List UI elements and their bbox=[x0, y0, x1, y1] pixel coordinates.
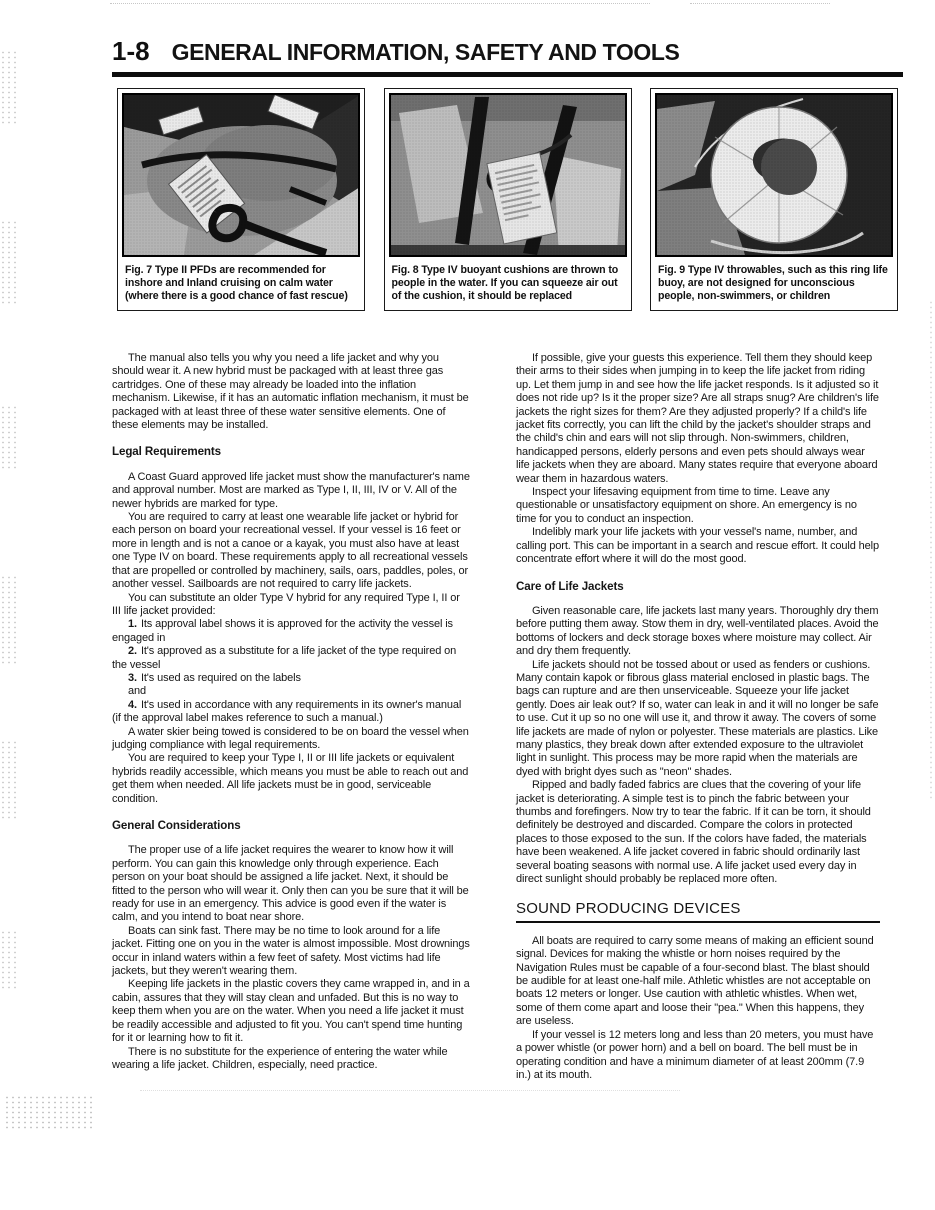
scan-artifact bbox=[0, 740, 20, 820]
list-item bbox=[112, 699, 470, 726]
paragraph: The proper use of a life jacket requires the wearer to know how it will perform. You can gain this knowledge only through experience. Each person on your boat should be assigned a life jacket. Next, it should be fitted to the person who will wear it. Only then can you be sure that it will be ready for use in an emergency. This advice is good even if the water is calm, and you intend to boat near shore. bbox=[112, 844, 469, 924]
paragraph: All boats are required to carry some means of making an efficient sound signal. Devices for making the whistle or horn noises required by the Navigation Rules must be capable of a four-second blast. The blast should be audible for at least one-half mile. Athletic whistles are not acceptable on boats 12 meters or longer. Use caution with athletic whistles. When wet, some of them come apart and loose their "pea." When this happens, they are useless. bbox=[516, 934, 874, 1028]
scan-artifact bbox=[0, 220, 18, 305]
scan-artifact bbox=[110, 3, 650, 4]
page-number: 1-8 bbox=[112, 36, 150, 66]
figure-8-photo bbox=[389, 93, 627, 257]
paragraph: The manual also tells you why you need a life jacket and why you should wear it. A new hybrid must be packaged with at least three gas cartridges. One of these may already be loaded into the inflation mechanism. Likewise, if it has an automatic inflation mechanism, it must be packaged with at least three of these water sensitive elements. One of these elements may be installed. bbox=[112, 352, 469, 432]
body-columns bbox=[112, 352, 880, 1082]
list-item-text: Its approval label shows it is approved for the activity the vessel is engaged in bbox=[112, 618, 453, 644]
page-header bbox=[112, 36, 903, 77]
subheading-care-of-life-jackets: Care of Life Jackets bbox=[516, 579, 624, 593]
list-number: 1. bbox=[128, 618, 137, 631]
paragraph: Boats can sink fast. There may be no time to look around for a life jacket. Fitting one on you in the water is almost impossible. Most drownings occur in inland waters within a few feet of safety. Most victims had life jackets, but they weren't wearing them. bbox=[112, 924, 470, 978]
paragraph: Inspect your lifesaving equipment from time to time. Leave any questionable or unsatisfactory equipment on shore. An emergency is no time for you to conduct an inspection. bbox=[516, 486, 857, 525]
list-item-text: It's used in accordance with any requirements in its owner's manual (if the approval label makes reference to such a manual.) bbox=[112, 698, 462, 725]
list-number: 2. bbox=[128, 645, 137, 658]
list-item bbox=[112, 645, 470, 672]
list-item bbox=[112, 618, 470, 645]
scan-artifact bbox=[0, 405, 16, 470]
paragraph: You are required to carry at least one wearable life jacket or hybrid for each person on board your recreational vessel. If your vessel is 16 feet or more in length and is not a canoe or a kayak, you must also have at least one Type IV on board. These requirements apply to all recreational vessels that are propelled or controlled by machinery, sails, oars, paddles, poles, or another vessel. Sailboards are not required to carry life jackets. bbox=[112, 511, 469, 591]
scan-artifact bbox=[928, 300, 935, 800]
figure-9-photo bbox=[655, 93, 893, 257]
paragraph: Indelibly mark your life jackets with your vessel's name, number, and calling port. This can be important in a search and rescue effort. It could help concentrate effort where it will do the most good. bbox=[516, 526, 879, 566]
figure-row bbox=[117, 88, 898, 311]
paragraph: You can substitute an older Type V hybrid for any required Type I, II or III life jacket provided: bbox=[112, 591, 460, 617]
buoyant-cushion-halftone-image bbox=[391, 95, 627, 255]
paragraph: You are required to keep your Type I, II or III life jackets or equivalent hybrids readily accessible, which means you must be able to reach out and get them when needed. All life jackets must be in good, serviceable condition. bbox=[112, 752, 469, 805]
paragraph: Keeping life jackets in the plastic covers they came wrapped in, and in a cabin, assures that they will stay clean and unfaded. But this is no way to keep them when you are on the water. When you need a life jacket it must be readily accessible and adjusted to fit you. You can't spend time hunting for it or learning how to fit it. bbox=[112, 978, 470, 1045]
column-left bbox=[112, 352, 470, 1082]
subheading-legal-requirements: Legal Requirements bbox=[112, 445, 222, 459]
figure-7-caption: Fig. 7 Type II PFDs are recommended for inshore and Inland cruising on calm water (where there is a good chance of fast rescue) bbox=[125, 264, 348, 302]
list-connector: and bbox=[128, 685, 146, 698]
paragraph: There is no substitute for the experience of entering the water while wearing a life jacket. Children, especially, need practice. bbox=[112, 1045, 448, 1071]
figure-9-panel bbox=[650, 88, 898, 311]
subheading-general-considerations: General Considerations bbox=[112, 819, 241, 832]
header-rule bbox=[112, 72, 903, 77]
figure-7-photo bbox=[122, 93, 360, 257]
paragraph: Ripped and badly faded fabrics are clues that the covering of your life jacket is deteriorating. A simple test is to pinch the fabric between your thumbs and forefingers. Now try to tear the fabric. If it can be torn, it should definitely be destroyed and discarded. Compare the colors in protected places to those exposed to the sun. If the colors have faded, the materials have been weakened. A life jacket covered in fabric should ordinarily last several boating seasons with normal use. A life jacket used every day in direct sunlight should probably be replaced more often. bbox=[516, 779, 871, 886]
paragraph: Given reasonable care, life jackets last many years. Thoroughly dry them before putting them away. Stow them in dry, well-ventilated places. Avoid the bottoms of lockers and deck storage boxes where moisture may collect. Air and dry them frequently. bbox=[516, 604, 879, 658]
list-number: 3. bbox=[128, 671, 137, 684]
list-item bbox=[112, 672, 470, 685]
scan-artifact bbox=[0, 575, 18, 665]
figure-8-panel bbox=[384, 88, 632, 311]
page-title: GENERAL INFORMATION, SAFETY AND TOOLS bbox=[171, 39, 680, 65]
figure-9-caption: Fig. 9 Type IV throwables, such as this ring life buoy, are not designed for unconscious people, non-swimmers, or children bbox=[658, 264, 888, 302]
list-item-text: It's used as required on the labels bbox=[140, 671, 301, 684]
paragraph: Life jackets should not be tossed about or used as fenders or cushions. Many contain kapok or fibrous glass material enclosed in plastic bags. The bags can rupture and are then unserviceable. Squeeze your life jacket gently. Does air leak out? If so, water can leak in and it will no longer be safe to use. Cut it up so no one will use it, and throw it away. The covers of some life jackets are made of nylon or polyester. These materials are plastics. Like many plastics, they break down after extended exposure to the ultraviolet light in sunlight. This process may be more rapid when the materials are dyed with bright dyes such as "neon" shades. bbox=[516, 658, 879, 778]
scan-artifact bbox=[4, 1095, 94, 1129]
paragraph: If your vessel is 12 meters long and less than 20 meters, you must have a power whistle (or power horn) and a bell on board. The bell must be in operating condition and have a minimum diameter of at least 200mm (7.9 in.) at its mouth. bbox=[516, 1028, 874, 1081]
figure-7-panel bbox=[117, 88, 365, 311]
figure-8-caption: Fig. 8 Type IV buoyant cushions are thrown to people in the water. If you can squeeze air out of the cushion, it should be replaced bbox=[391, 264, 619, 302]
paragraph: If possible, give your guests this experience. Tell them they should keep their arms to their sides when jumping in to keep the life jacket from riding up. Let them jump in and see how the life jacket responds. Is it adjusted so it does not ride up? Is it the proper size? Are all straps snug? Are children's life jackets the right sizes for them? Are they adjusted properly? If a child's life jacket fits correctly, you can lift the child by the jacket's shoulder straps and the child's chin and ears will not slip through. Non-swimmers, children, handicapped persons, elderly persons and even pets should always wear life jackets when they are aboard. Many states require that everyone aboard wear them in hazardous waters. bbox=[516, 352, 879, 485]
scan-artifact bbox=[0, 930, 18, 990]
scan-artifact bbox=[690, 3, 830, 4]
paragraph: A water skier being towed is considered to be on board the vessel when judging compliance with legal requirements. bbox=[112, 725, 469, 751]
list-number: 4. bbox=[128, 698, 137, 711]
life-jackets-halftone-image bbox=[124, 95, 360, 255]
ring-buoy-halftone-image bbox=[657, 95, 893, 255]
list-item-text: It's approved as a substitute for a life jacket of the type required on the vessel bbox=[112, 645, 457, 671]
scan-artifact bbox=[140, 1090, 680, 1091]
column-right bbox=[516, 352, 880, 1082]
scan-artifact bbox=[0, 50, 20, 125]
section-heading-sound-producing-devices: SOUND PRODUCING DEVICES bbox=[516, 902, 880, 922]
paragraph: A Coast Guard approved life jacket must show the manufacturer's name and approval number. Most are marked as Type I, II, III, IV or V. All of the newer hybrids are marked for type. bbox=[112, 470, 470, 510]
